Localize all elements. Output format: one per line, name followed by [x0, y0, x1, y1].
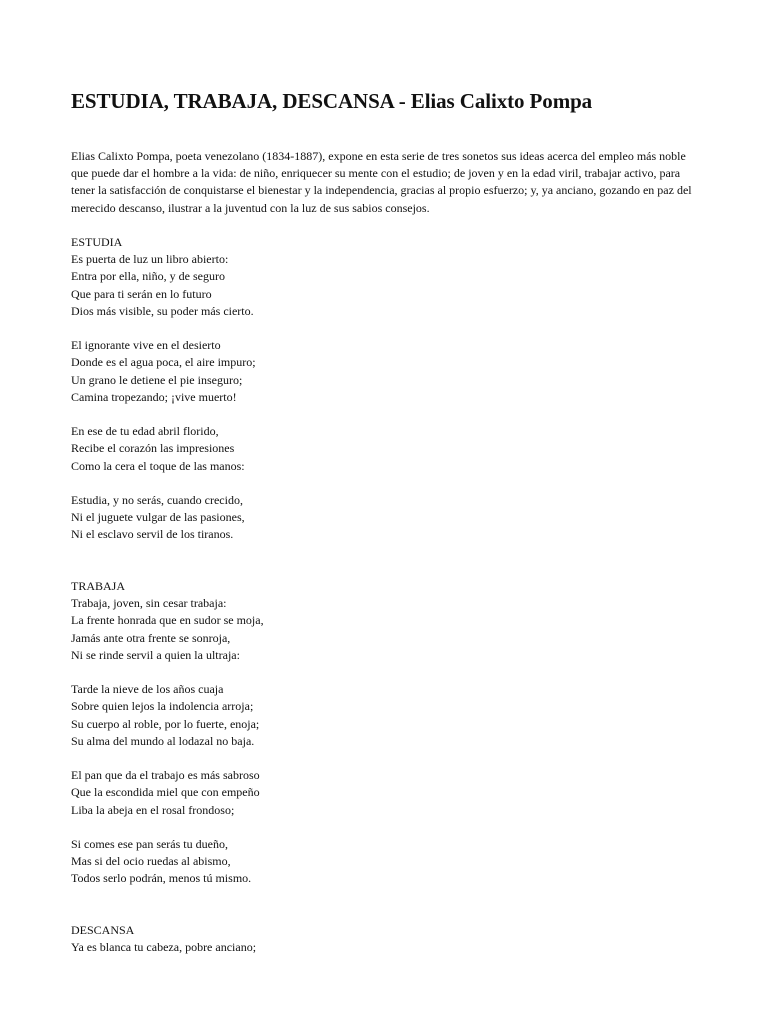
poem-line: Entra por ella, niño, y de seguro [71, 269, 225, 284]
poem-line: Su alma del mundo al lodazal no baja. [71, 733, 255, 748]
poem-line: Dios más visible, su poder más cierto. [71, 303, 254, 318]
stanza [71, 939, 701, 956]
poem-line: Ni el juguete vulgar de las pasiones, [71, 510, 245, 525]
poem-line: Donde es el agua poca, el aire impuro; [71, 355, 256, 370]
spacer [71, 750, 701, 767]
poem-line: Jamás ante otra frente se sonroja, [71, 630, 231, 645]
stanza [71, 337, 701, 406]
poem-line: Un grano le detiene el pie inseguro; [71, 372, 243, 387]
poem-line: El pan que da el trabajo es más sabroso [71, 768, 260, 783]
poem-line: Es puerta de luz un libro abierto: [71, 252, 229, 267]
stanza [71, 423, 701, 475]
sonnet-estudia [71, 234, 701, 544]
document-page [71, 86, 701, 956]
spacer [71, 406, 701, 423]
poem-line: En ese de tu edad abril florido, [71, 424, 219, 439]
sonnet-descansa [71, 922, 701, 956]
poem-line: Mas si del ocio ruedas al abismo, [71, 854, 231, 869]
spacer [71, 819, 701, 836]
poem-line: Estudia, y no serás, cuando crecido, [71, 493, 243, 507]
poem-line: Ni el esclavo servil de los tiranos. [71, 527, 234, 542]
spacer [71, 217, 701, 234]
stanza [71, 595, 701, 664]
poem-line: Camina tropezando; ¡vive muerto! [71, 389, 237, 404]
spacer [71, 888, 701, 922]
poem-line: Que la escondida miel que con empeño [71, 785, 260, 800]
stanza [71, 251, 701, 320]
stanza [71, 681, 701, 750]
spacer [71, 475, 701, 492]
section-heading-descansa: DESCANSA [71, 923, 135, 937]
poem-line: Recibe el corazón las impresiones [71, 441, 235, 456]
section-heading-estudia: ESTUDIA [71, 235, 123, 249]
stanza [71, 492, 701, 544]
spacer [71, 320, 701, 337]
poem-line: Si comes ese pan serás tu dueño, [71, 837, 228, 851]
poem-line: Liba la abeja en el rosal frondoso; [71, 802, 235, 817]
poem-line: Ni se rinde servil a quien la ultraja: [71, 647, 240, 662]
poem-line: La frente honrada que en sudor se moja, [71, 613, 264, 628]
poem-line: Ya es blanca tu cabeza, pobre anciano; [71, 940, 257, 955]
poem-line: Trabaja, joven, sin cesar trabaja: [71, 596, 227, 611]
poem-line: Como la cera el toque de las manos: [71, 458, 245, 473]
spacer [71, 664, 701, 681]
poem-line: Su cuerpo al roble, por lo fuerte, enoja; [71, 716, 260, 731]
stanza [71, 836, 701, 888]
poem-line: Que para ti serán en lo futuro [71, 286, 212, 301]
section-heading-trabaja: TRABAJA [71, 579, 126, 593]
spacer [71, 544, 701, 578]
intro-paragraph: Elias Calixto Pompa, poeta venezolano (1834-1887), expone en esta serie de tres sonetos sus ideas acerca del empleo más noble que puede dar el hombre a la vida: de niño, enriquecer su mente con el estudio; de joven y en la edad viril, trabajar activo, para tener la satisfacción de conquistarse el bienestar y la independencia, gracias al propio esfuerzo; y, ya anciano, gozando en paz del merecido descanso, ilustrar a la juventud con la luz de sus sabios consejos. [71, 149, 692, 215]
stanza [71, 767, 701, 819]
poem-line: Sobre quien lejos la indolencia arroja; [71, 699, 254, 714]
poem-line: Todos serlo podrán, menos tú mismo. [71, 871, 252, 886]
poem-line: El ignorante vive en el desierto [71, 338, 221, 353]
sonnet-trabaja [71, 578, 701, 888]
poem-line: Tarde la nieve de los años cuaja [71, 682, 224, 697]
document-title: ESTUDIA, TRABAJA, DESCANSA - Elias Calixto Pompa [71, 89, 593, 113]
